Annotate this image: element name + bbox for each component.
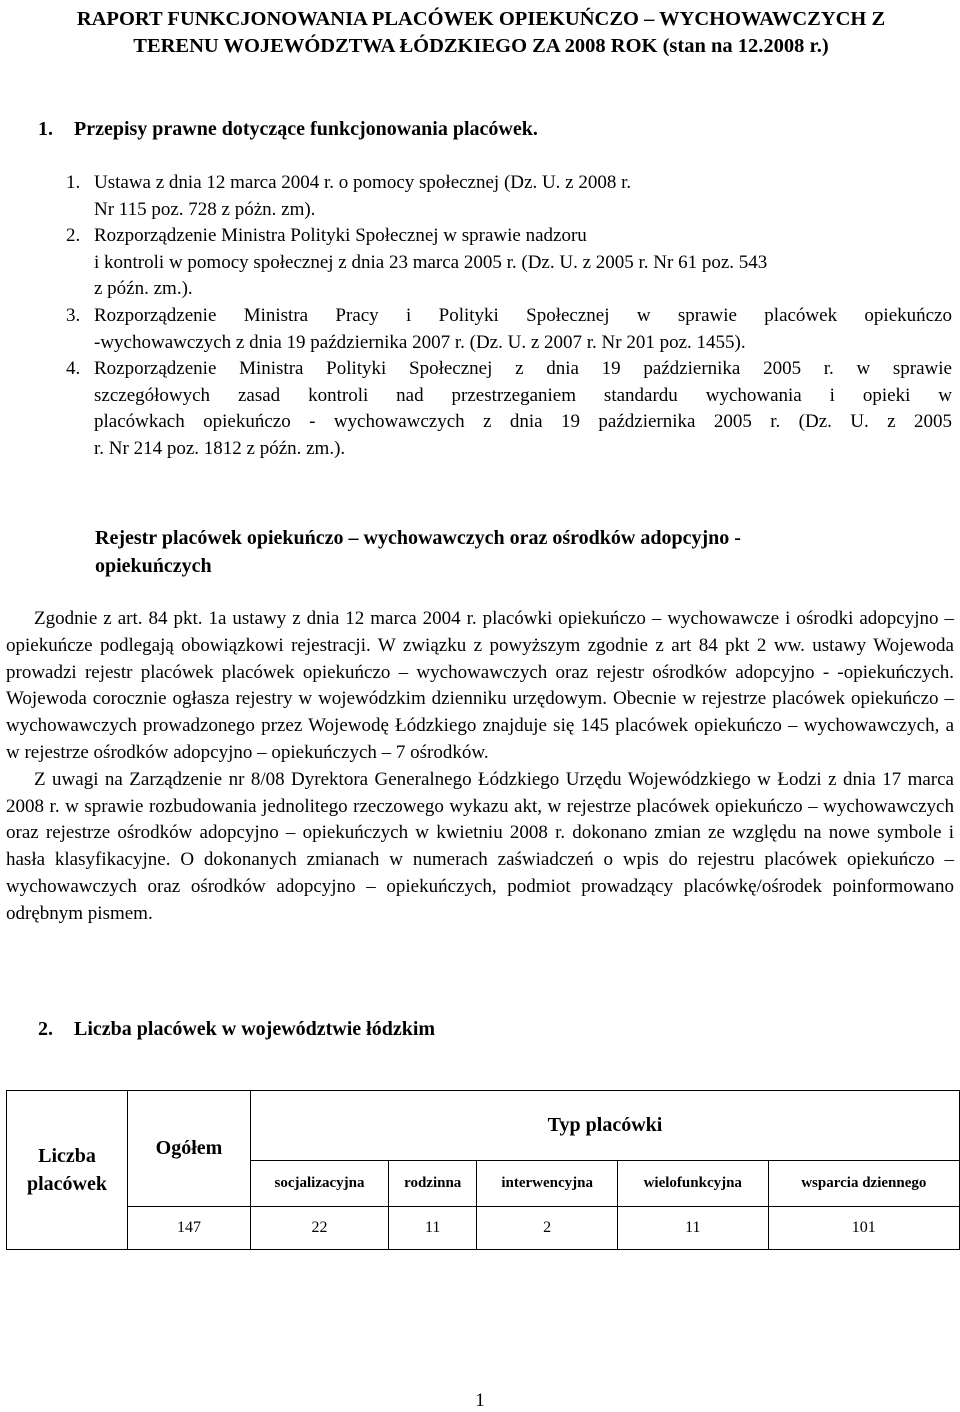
page-number: 1 — [475, 1390, 485, 1411]
column-header: interwencyjna — [477, 1160, 618, 1206]
registry-body — [6, 606, 954, 928]
total-value: 147 — [128, 1207, 251, 1250]
section-title: Przepisy prawne dotyczące funkcjonowania placówek. — [74, 118, 538, 140]
laws-list — [66, 170, 952, 463]
law-number: 4. — [66, 358, 81, 380]
type-header: Typ placówki — [251, 1091, 960, 1161]
registry-heading-line-2: opiekuńczych — [95, 555, 212, 577]
paragraph-changes: Z uwagi na Zarządzenie nr 8/08 Dyrektora Generalnego Łódzkiego Urzędu Wojewódzkiego w Łodzi z dnia 17 marca 2008 r. w sprawie rozbudowania jednolitego rzeczowego wykazu akt, w rejestrze placówek opiekuńczo – wychowawczych oraz rejestrze ośrodków adopcyjno – opiekuńczych w kwietniu 2008 r. dokonano zmian ze względu na nowe symbole i hasła klasyfikacyjne. O dokonanych zmianach w numerach zaświadczeń o wpis do rejestru placówek opiekuńczo – wychowawczych oraz ośrodków adopcyjno – opiekuńczych, podmiot prowadzący placówkę/ośrodek poinformowano odrębnym pismem. — [6, 768, 954, 924]
paragraph-registration: Zgodnie z art. 84 pkt. 1a ustawy z dnia 12 marca 2004 r. placówki opiekuńczo – wychowawcze i ośrodki adopcyjno – opiekuńcze podlegają obowiązkowi rejestracji. W związku z powyższym zgodnie z art 84 pkt 2 ww. ustawy Wojewoda prowadzi rejestr placówek placówek opiekuńczo – wychowawczych oraz rejestr ośrodków adopcyjno - -opiekuńczych. Wojewoda corocznie ogłasza rejestry w wojewódzkim dzienniku urzędowym. Obecnie w rejestrze placówek opiekuńczo – wychowawczych prowadzonego przez Wojewodę Łódzkiego znajduje się 145 placówek opiekuńczo – wychowawczych, a w rejestrze ośrodków adopcyjno – opiekuńczych – 7 ośrodków. — [6, 608, 954, 763]
row-label-line: placówek — [27, 1173, 107, 1195]
section-heading-count — [38, 1016, 435, 1042]
law-text — [94, 356, 952, 462]
law-line: i kontroli w pomocy społecznej z dnia 23 marca 2005 r. (Dz. U. z 2005 r. Nr 61 poz. 543 — [94, 251, 768, 273]
law-text — [94, 170, 952, 223]
law-line: Rozporządzenie Ministra Polityki Społecznej w sprawie nadzoru — [94, 225, 587, 247]
law-line: z późn. zm.). — [94, 278, 193, 300]
column-header: wsparcia dziennego — [768, 1160, 959, 1206]
section-title: Liczba placówek w województwie łódzkim — [74, 1018, 436, 1040]
law-line: szczegółowych zasad kontroli nad przestrzeganiem standardu wychowania i opieki w — [94, 384, 952, 406]
column-header: rodzinna — [389, 1160, 477, 1206]
law-item — [66, 170, 952, 223]
law-line: r. Nr 214 poz. 1812 z późn. zm.). — [94, 437, 346, 459]
registry-heading — [95, 524, 895, 580]
law-item — [66, 223, 952, 303]
law-line: Ustawa z dnia 12 marca 2004 r. o pomocy społecznej (Dz. U. z 2008 r. — [94, 172, 632, 193]
column-header: socjalizacyjna — [251, 1160, 389, 1206]
law-number: 1. — [66, 172, 81, 193]
facilities-table — [6, 1090, 960, 1250]
table-cell: 2 — [477, 1207, 618, 1250]
section-number: 1. — [38, 118, 53, 140]
title-line-2: TERENU WOJEWÓDZTWA ŁÓDZKIEGO ZA 2008 ROK (stan na 12.2008 r.) — [133, 35, 829, 57]
law-line: Nr 115 poz. 728 z póżn. zm). — [94, 198, 316, 220]
column-header: wielofunkcyjna — [617, 1160, 768, 1206]
section-number: 2. — [38, 1018, 53, 1040]
law-number: 2. — [66, 225, 81, 247]
table-row-label — [7, 1091, 128, 1250]
law-line: placówkach opiekuńczo - wychowawczych z dnia 19 października 2005 r. (Dz. U. z 2005 — [94, 411, 952, 433]
law-item — [66, 303, 952, 356]
row-label-line: Liczba — [38, 1145, 96, 1167]
law-item — [66, 356, 952, 462]
law-text — [94, 303, 952, 356]
document-title — [6, 6, 956, 60]
law-number: 3. — [66, 304, 81, 326]
table-cell: 101 — [768, 1207, 959, 1250]
table-cell: 11 — [617, 1207, 768, 1250]
law-line: Rozporządzenie Ministra Pracy i Polityki Społecznej w sprawie placówek opiekuńczo — [94, 304, 952, 326]
title-line-1: RAPORT FUNKCJONOWANIA PLACÓWEK OPIEKUŃCZO – WYCHOWAWCZYCH Z — [76, 8, 886, 30]
registry-heading-line-1: Rejestr placówek opiekuńczo – wychowawczych oraz ośrodków adopcyjno - — [95, 527, 741, 549]
table-cell: 22 — [251, 1207, 389, 1250]
law-text — [94, 223, 952, 303]
section-heading-legal — [38, 116, 538, 142]
total-header: Ogółem — [128, 1091, 251, 1207]
law-line: Rozporządzenie Ministra Polityki Społecznej z dnia 19 października 2005 r. w sprawie — [94, 358, 952, 380]
law-line: -wychowawczych z dnia 19 października 2007 r. (Dz. U. z 2007 r. Nr 201 poz. 1455). — [94, 331, 746, 353]
table-cell: 11 — [389, 1207, 477, 1250]
